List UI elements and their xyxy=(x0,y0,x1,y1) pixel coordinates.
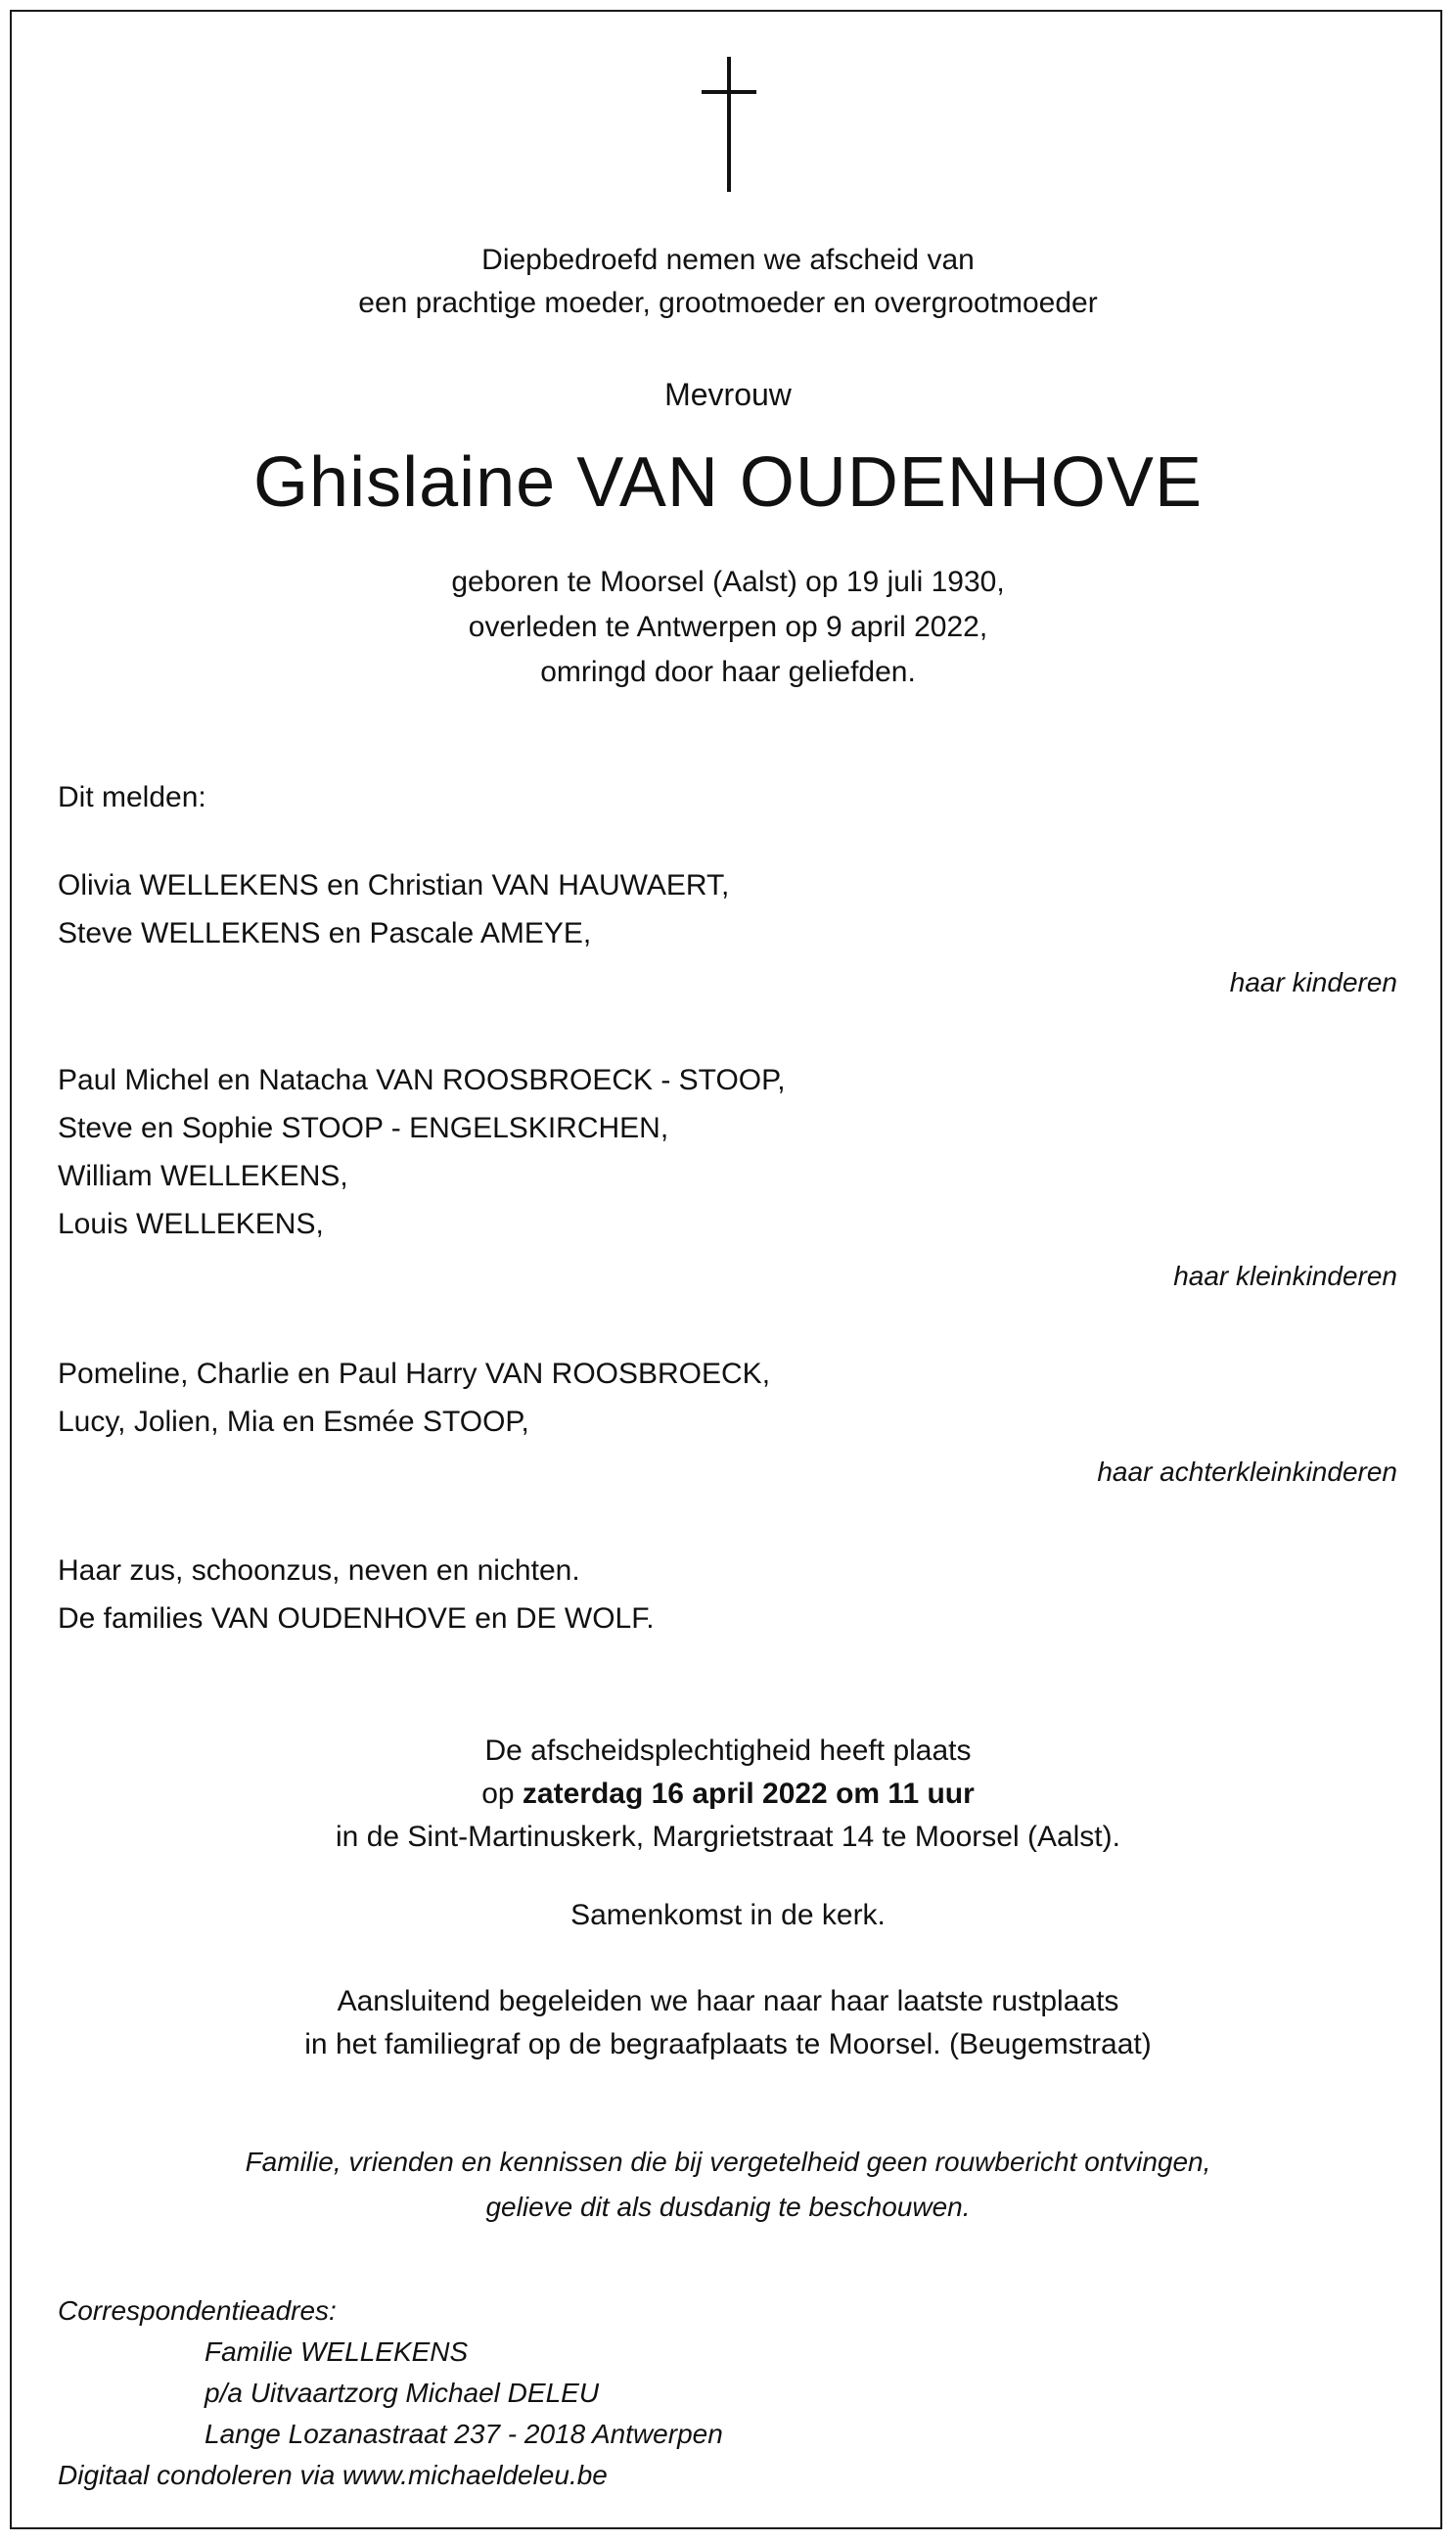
grandchildren-list xyxy=(58,1056,786,1248)
correspondence-line: Lange Lozanastraat 237 - 2018 Antwerpen xyxy=(205,2419,723,2449)
meeting-text: Samenkomst in de kerk. xyxy=(570,1899,886,1931)
list-item: De families VAN OUDENHOVE en DE WOLF. xyxy=(58,1602,655,1635)
great-grandchildren-list xyxy=(58,1350,770,1446)
intro-line: een prachtige moeder, grootmoeder en overgrootmoeder xyxy=(358,287,1098,319)
correspondence-block xyxy=(58,2290,723,2496)
list-item: Haar zus, schoonzus, neven en nichten. xyxy=(58,1554,580,1587)
birth-line: geboren te Moorsel (Aalst) op 19 juli 1930, xyxy=(451,566,1005,598)
correspondence-line: p/a Uitvaartzorg Michael DELEU xyxy=(205,2378,600,2408)
grandchildren-role: haar kleinkinderen xyxy=(1173,1261,1397,1291)
burial-line: Aansluitend begeleiden we haar naar haar laatste rustplaats xyxy=(337,1985,1119,2017)
condolence-link[interactable]: Digitaal condoleren via www.michaeldeleu.be xyxy=(58,2460,608,2490)
surrounded-line: omringd door haar geliefden. xyxy=(540,656,916,688)
list-item: Olivia WELLEKENS en Christian VAN HAUWAERT, xyxy=(58,869,730,902)
death-line: overleden te Antwerpen op 9 april 2022, xyxy=(468,611,988,643)
ceremony-date-prefix: op xyxy=(481,1778,515,1810)
notice-text xyxy=(0,2140,1456,2230)
list-item: William WELLEKENS, xyxy=(58,1160,348,1192)
ceremony-info xyxy=(0,1730,1456,1859)
intro-text xyxy=(0,239,1456,325)
ceremony-line: De afscheidsplechtigheid heeft plaats xyxy=(484,1734,972,1767)
life-details xyxy=(0,560,1456,695)
list-item: Paul Michel en Natacha VAN ROOSBROECK - STOOP, xyxy=(58,1064,786,1096)
list-item: Pomeline, Charlie en Paul Harry VAN ROOSBROECK, xyxy=(58,1358,771,1390)
ceremony-location: in de Sint-Martinuskerk, Margrietstraat 14 te Moorsel (Aalst). xyxy=(336,1821,1120,1853)
children-role: haar kinderen xyxy=(1229,967,1397,997)
ceremony-date: zaterdag 16 april 2022 om 11 uur xyxy=(522,1778,975,1810)
intro-line: Diepbedroefd nemen we afscheid van xyxy=(481,244,975,276)
correspondence-label: Correspondentieadres: xyxy=(58,2295,337,2326)
children-list xyxy=(58,861,729,957)
notice-line: Familie, vrienden en kennissen die bij vergetelheid geen rouwbericht ontvingen, xyxy=(245,2147,1211,2177)
list-item: Steve WELLEKENS en Pascale AMEYE, xyxy=(58,917,592,949)
ceremony-date-line xyxy=(0,1773,1456,1816)
burial-line: in het familiegraf op de begraafplaats te Moorsel. (Beugemstraat) xyxy=(304,2028,1152,2060)
deceased-name: Ghislaine VAN OUDENHOVE xyxy=(253,443,1203,522)
correspondence-line: Familie WELLEKENS xyxy=(205,2336,469,2367)
great-grandchildren-role: haar achterkleinkinderen xyxy=(1097,1456,1397,1487)
title-prefix: Mevrouw xyxy=(664,377,792,412)
list-item: Steve en Sophie STOOP - ENGELSKIRCHEN, xyxy=(58,1112,669,1144)
list-item: Louis WELLEKENS, xyxy=(58,1208,324,1240)
burial-info xyxy=(0,1980,1456,2066)
announce-label: Dit melden: xyxy=(58,781,206,813)
list-item: Lucy, Jolien, Mia en Esmée STOOP, xyxy=(58,1406,529,1438)
cross-icon xyxy=(702,57,756,192)
notice-line: gelieve dit als dusdanig te beschouwen. xyxy=(485,2192,971,2222)
family-list xyxy=(58,1547,655,1642)
